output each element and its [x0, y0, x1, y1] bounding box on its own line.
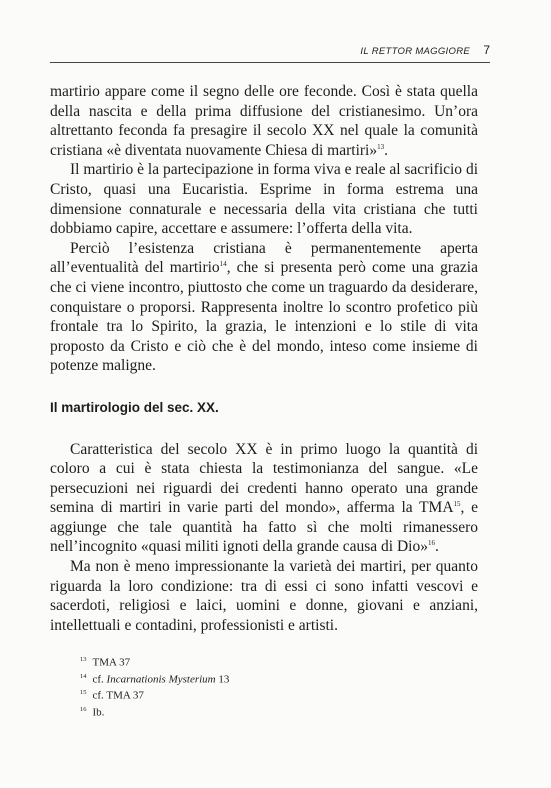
page-number: 7: [483, 43, 490, 57]
paragraph-3: Perciò l’esistenza cristiana è permanentemente aperta all’eventualità del martirio$^{14}$, che si presenta però come una grazia che ci viene incontro, piuttosto che come un traguardo da desiderare, conquistare o proporsi. Rappresenta inoltre lo scontro profetico più frontale tra lo Spirito, la grazia, le intenzioni e lo stile di vita proposto da Cristo e ciò che è del mondo, inteso come insieme di potenze maligne.: [50, 239, 478, 375]
paragraph-1: martirio appare come il segno delle ore feconde. Così è stata quella della nascita e della prima diffusione del cristianesimo. Un’ora altrettanto feconda fa presagire il secolo XX nel quale la comunità cristiana «è diventata nuovamente Chiesa di martiri»$^{13}$.: [50, 83, 478, 159]
paragraph-2: Il martirio è la partecipazione in forma viva e reale al sacrificio di Cristo, quasi una Eucaristia. Esprime in forma estrema una dimensione connaturale e necessaria della vita cristiana che tutti dobbiamo capire, accettare e assumere: l’offerta della vita.: [50, 161, 478, 238]
running-title: IL RETTOR MAGGIORE: [360, 46, 470, 57]
footnote-ref-15[interactable]: 15: [453, 500, 461, 509]
paragraph-4: Caratteristica del secolo XX è in primo luogo la quantità di coloro a cui è stata chiesta la testimonianza del sangue. «Le persecuzioni nei riguardi dei credenti hanno operato una grande semina di martiri in varie parti del mondo», afferma la TMA$^{15}$, e aggiunge che tale quantità ha fatto sì che molti rimanessero nell’incognito «quasi militi ignoti della grande causa di Dio»$^{16}$.: [50, 440, 478, 556]
footnote-ref-16[interactable]: 16: [427, 539, 435, 548]
section-heading: Il martirologio del sec. XX.: [50, 399, 219, 415]
footnote-ref-14[interactable]: 14: [219, 260, 227, 269]
footnote-14: $^{14}$ cf. Incarnationis Mysterium 13: [80, 672, 230, 686]
footnote-15: $^{15}$ cf. TMA 37: [80, 689, 144, 702]
paragraph-5: Ma non è meno impressionante la varietà dei martiri, per quanto riguarda la loro condizione: tra di essi ci sono infatti vescovi e sacerdoti, religiosi e laici, uomini e donne, giovani e anziani, intellettuali e contadini, professionisti e artisti.: [50, 558, 478, 634]
footnotes: [80, 653, 480, 720]
footnote-ref-13[interactable]: 13: [377, 142, 385, 151]
footnote-16: $^{16}$ Ib.: [80, 705, 105, 719]
running-header: [50, 40, 490, 63]
page-body: [50, 82, 478, 635]
footnote-13: $^{13}$ TMA 37: [80, 656, 131, 669]
